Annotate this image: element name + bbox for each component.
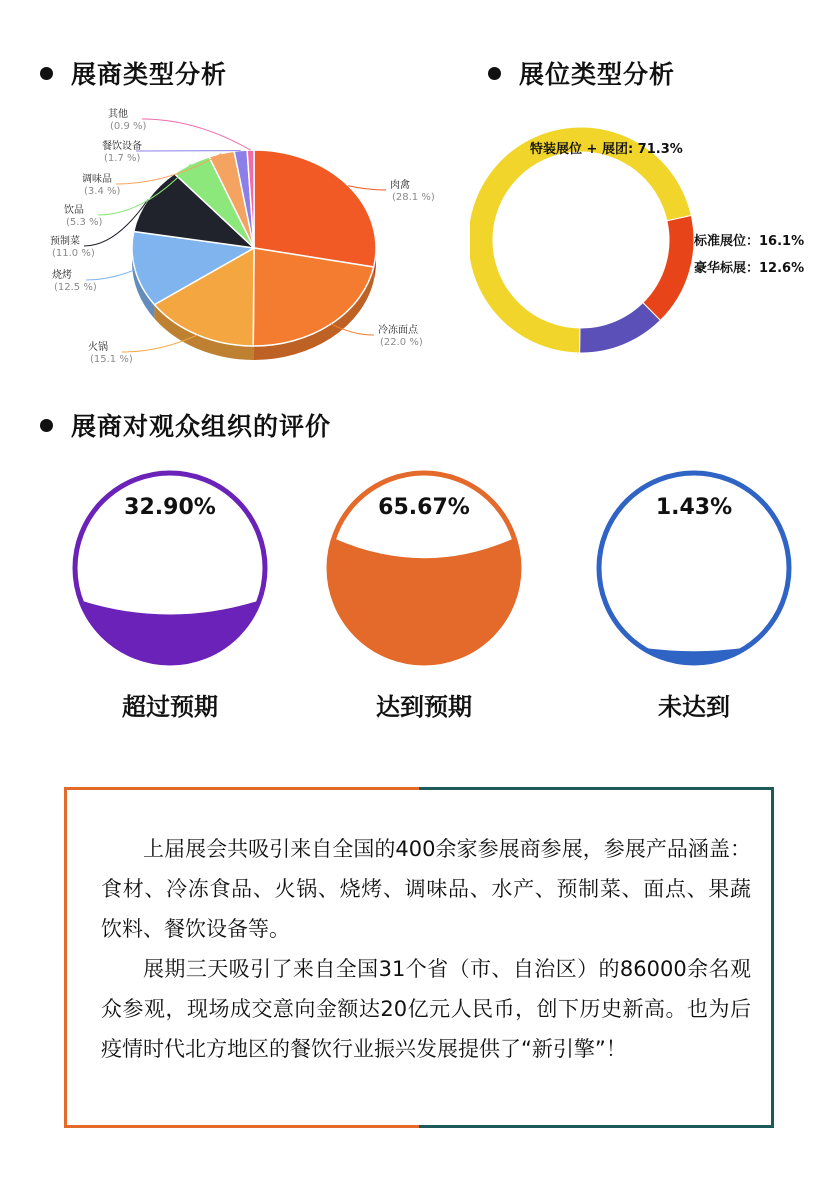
pie-category-label-2: 火锅 (88, 342, 108, 353)
gauge-value-2: 1.43% (655, 495, 733, 520)
evaluation-title (40, 407, 331, 443)
booth-type-title (488, 55, 675, 91)
pie-leader-8 (142, 119, 251, 150)
pie-value-label-7: (1.7 %) (104, 153, 141, 164)
pie-value-label-6: (3.4 %) (84, 186, 121, 197)
pie-category-label-0: 肉禽 (390, 180, 410, 191)
gauge-value-1: 65.67% (378, 495, 470, 520)
pie-category-label-3: 烧烤 (52, 270, 72, 281)
booth-type-donut-chart (470, 120, 840, 370)
donut-slice-1 (580, 303, 661, 353)
frame-right-top (419, 787, 774, 790)
frame-right-side (771, 787, 774, 1128)
pie-value-label-3: (12.5 %) (54, 282, 97, 293)
pie-value-label-2: (15.1 %) (90, 354, 133, 365)
pie-category-label-7: 餐饮设备 (102, 141, 142, 152)
donut-label-1: 标准展位：16.1% (694, 234, 805, 249)
pie-value-label-8: (0.9 %) (110, 121, 147, 132)
booth-type-title-text: 展位类型分析 (519, 60, 676, 89)
gauge-value-0: 32.90% (124, 495, 216, 520)
summary-paragraph-1: 上届展会共吸引来自全国的400余家参展商参展，参展产品涵盖：食材、冷冻食品、火锅、烧烤、调味品、水产、预制菜、面点、果蔬饮料、餐饮设备等。 (101, 837, 751, 941)
frame-left-bottom (64, 1125, 419, 1128)
exhibitor-type-title (40, 55, 227, 91)
frame-right-bottom (419, 1125, 774, 1128)
evaluation-title-text: 展商对观众组织的评价 (71, 412, 332, 441)
pie-leader-0 (348, 186, 386, 190)
pie-leader-3 (86, 270, 135, 280)
frame-left-side (64, 787, 67, 1128)
donut-label-2: 豪华标展：12.6% (694, 261, 805, 276)
pie-category-label-1: 冷冻面点 (378, 325, 418, 336)
pie-value-label-1: (22.0 %) (380, 337, 423, 348)
summary-paragraph-2: 展期三天吸引了来自全国31个省（市、自治区）的86000余名观众参观，现场成交意向金额达20亿元人民币，创下历史新高。也为后疫情时代北方地区的餐饮行业振兴发展提供了“新引擎”！ (101, 957, 751, 1061)
frame-left-top (64, 787, 419, 790)
exhibitor-type-title-text: 展商类型分析 (71, 60, 228, 89)
pie-value-label-5: (5.3 %) (66, 217, 103, 228)
donut-label-0: 特装展位 + 展团: 71.3% (530, 142, 683, 157)
pie-category-label-6: 调味品 (82, 174, 112, 185)
evaluation-gauges (0, 470, 840, 680)
gauge-label-not-met: 未达到 (658, 693, 730, 721)
pie-value-label-0: (28.1 %) (392, 192, 435, 203)
summary-box (64, 787, 774, 1128)
pie-value-label-4: (11.0 %) (52, 248, 95, 259)
pie-category-label-4: 预制菜 (50, 236, 80, 247)
pie-slice-0 (254, 150, 376, 267)
bullet-icon (40, 67, 53, 80)
donut-slice-0 (643, 215, 694, 320)
pie-category-label-8: 其他 (108, 109, 128, 120)
gauge-label-met: 达到预期 (376, 693, 472, 721)
pie-category-label-5: 饮品 (64, 205, 84, 216)
bullet-icon (488, 67, 501, 80)
exhibitor-type-pie-chart (0, 100, 460, 380)
bullet-icon (40, 419, 53, 432)
gauge-label-exceeded: 超过预期 (122, 693, 218, 721)
